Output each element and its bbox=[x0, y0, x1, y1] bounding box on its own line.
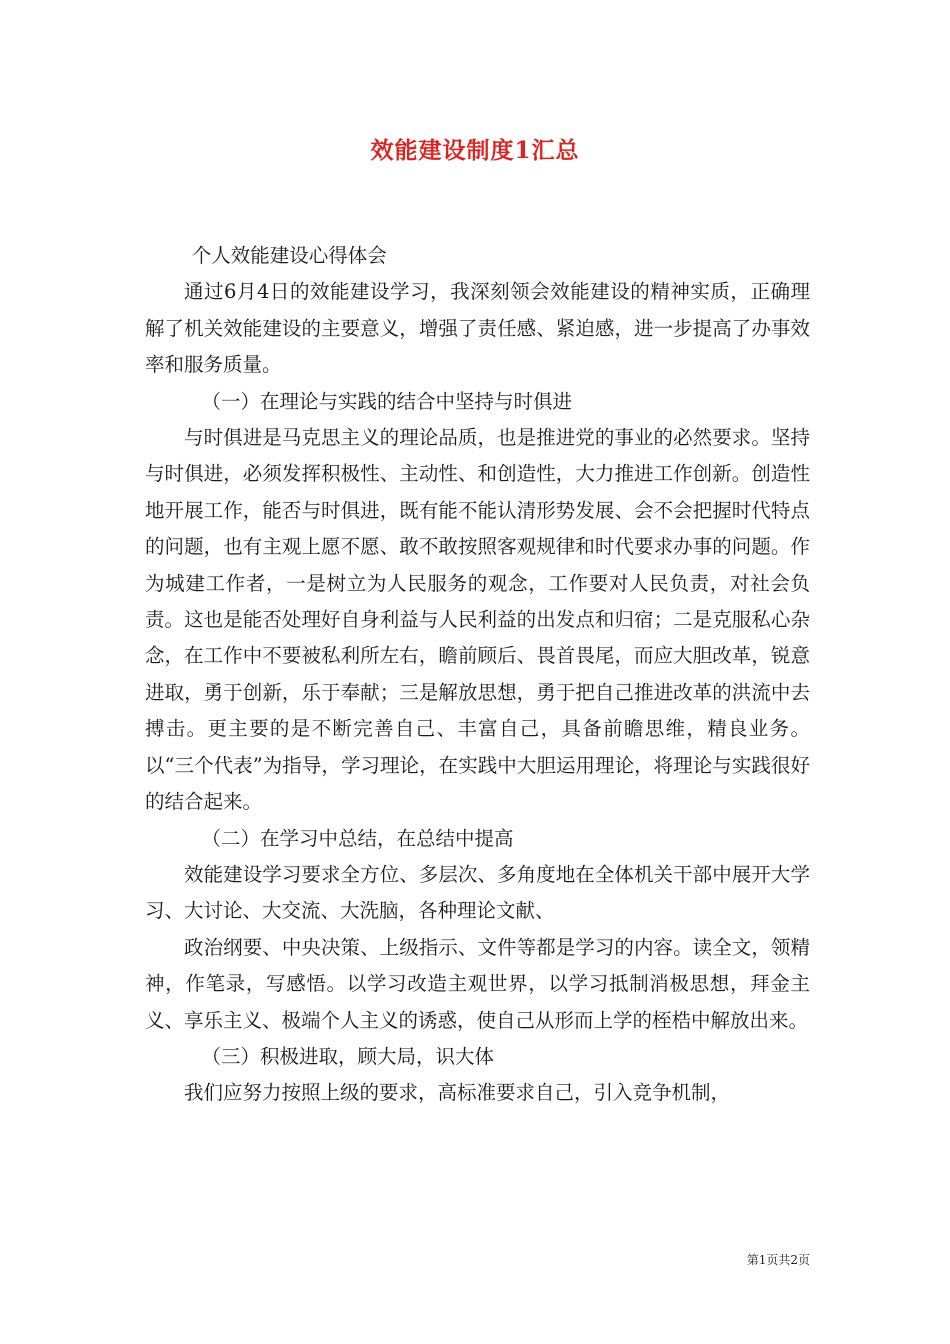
paragraph-4: 政治纲要、中央决策、上级指示、文件等都是学习的内容。读全文，领精神，作笔录，写感悟。以学习改造主观世界，以学习抵制消极思想，拜金主义、享乐主义、极端个人主义的诱惑，使自己从形而上学的桎梏中解放出来。 bbox=[145, 935, 810, 1032]
paragraph-2: 与时俱进是马克思主义的理论品质，也是推进党的事业的必然要求。坚持与时俱进，必须发挥积极性、主动性、和创造性，大力推进工作创新。创造性地开展工作，能否与时俱进，既有能不能认清形势发展、会不会把握时代特点的问题，也有主观上愿不愿、敢不敢按照客观规律和时代要求办事的问题。作为城建工作者，一是树立为人民服务的观念，工作要对人民负责，对社会负责。这也是能否处理好自身利益与人民利益的出发点和归宿；二是克服私心杂念，在工作中不要被私利所左右，瞻前顾后、畏首畏尾，而应大胆改革，锐意进取，勇于创新，乐于奉献；三是解放思想，勇于把自己推进改革的洪流中去搏击。更主要的是不断完善自己、丰富自己，具备前瞻思维，精良业务。以“三个代表”为指导，学习理论，在实践中大胆运用理论，将理论与实践很好的结合起来。 bbox=[145, 426, 810, 814]
section-heading: 个人效能建设心得体会 bbox=[191, 244, 387, 267]
document-body bbox=[145, 238, 810, 1112]
page-number-footer: 第1页共2页 bbox=[746, 1253, 810, 1267]
paragraph-3: 效能建设学习要求全方位、多层次、多角度地在全体机关干部中展开大学习、大讨论、大交流、大洗脑，各种理论文献、 bbox=[145, 862, 810, 923]
paragraph-1: 通过6月4日的效能建设学习，我深刻领会效能建设的精神实质，正确理解了机关效能建设的主要意义，增强了责任感、紧迫感，进一步提高了办事效率和服务质量。 bbox=[145, 280, 810, 377]
page-title: 效能建设制度1汇总 bbox=[370, 137, 580, 164]
paragraph-5: 我们应努力按照上级的要求，高标准要求自己，引入竞争机制， bbox=[184, 1081, 731, 1105]
subheading-2: （二）在学习中总结，在总结中提高 bbox=[201, 826, 514, 850]
subheading-1: （一）在理论与实践的结合中坚持与时俱进 bbox=[201, 389, 573, 413]
subheading-3: （三）积极进取，顾大局，识大体 bbox=[201, 1044, 495, 1068]
